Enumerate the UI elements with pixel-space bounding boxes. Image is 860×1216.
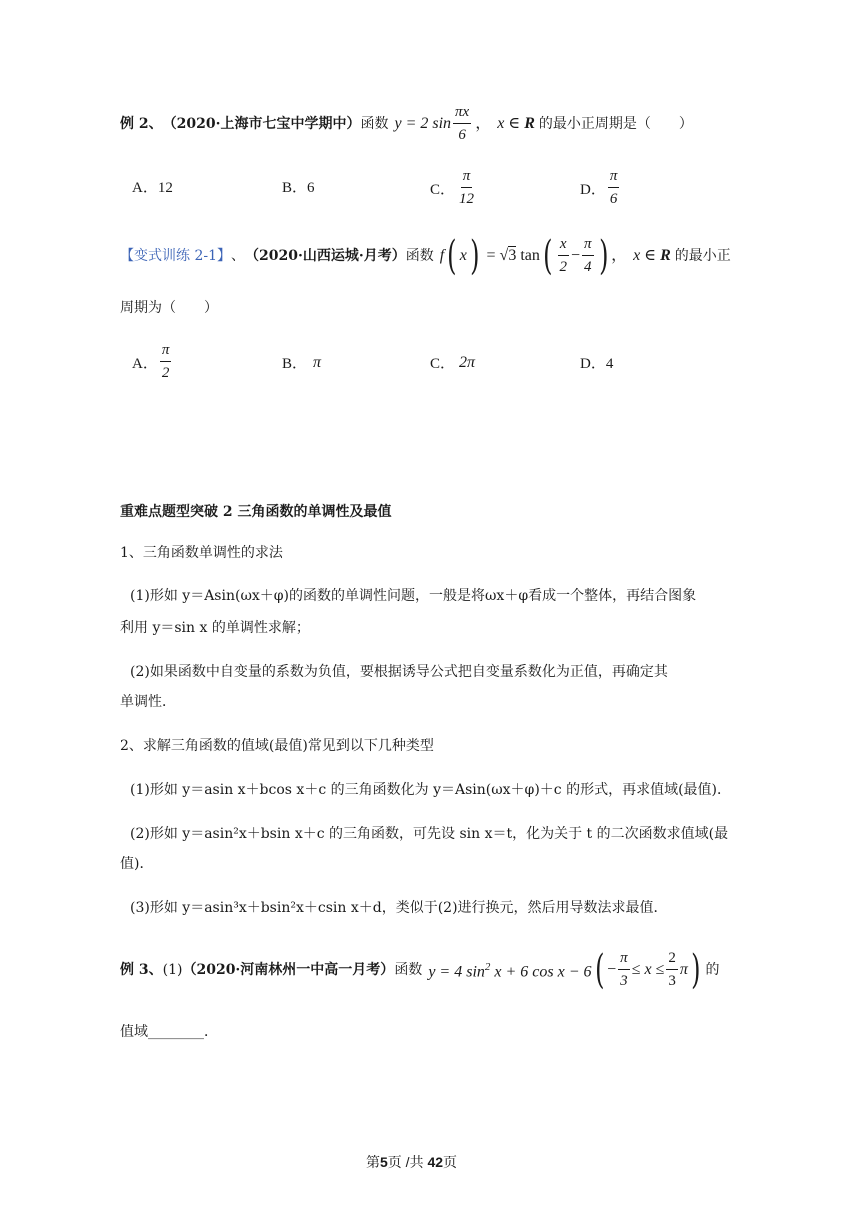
variant-2-1-question: 的最小正 (674, 248, 731, 264)
example-2-option-c: C． $\frac{\pi}{12}$ (430, 168, 475, 207)
formula-x-in-r-2: x ∈ R (633, 247, 671, 264)
type-3: (3)形如 y＝asin³x＋bsin²x＋csin x＋d，类似于(2)进行换元，然后用导数法求最值． (130, 900, 668, 916)
example-3-label: 例 3、 (120, 962, 163, 978)
separator: 、 (231, 248, 245, 264)
sqrt-3: √3 (499, 247, 517, 264)
comma: ， (475, 115, 492, 132)
formula-f-x: f (439, 247, 445, 264)
formula-fraction-pix-over-6: $\frac{\pi x}{6}$ (455, 104, 470, 143)
example-3-de: 的 (705, 962, 720, 978)
formula-y-4sin2: y = 4 $\sin^2 x + 6$ cos x − 6 (428, 961, 592, 981)
fraction-pi-over-3: $\frac{\pi}{3}$ (620, 950, 628, 989)
variant-2-1-question-cont: 周期为（ ） (120, 300, 218, 316)
section-heading-2: 2、求解三角函数的值域(最值)常见到以下几种类型 (120, 738, 434, 754)
example-2-label: 例 2、 (120, 116, 163, 132)
type-1: (1)形如 y＝asin x＋bcos x＋c 的三角函数化为 y＝Asin(ωx＋φ)＋c 的形式，再求值域(最值)． (130, 782, 732, 798)
paragraph-2-line-1: (2)如果函数中自变量的系数为负值，要根据诱导公式把自变量系数化为正值，再确定其 (130, 664, 668, 680)
type-2-line-1: (2)形如 y＝asin²x＋bsin x＋c 的三角函数，可先设 sin x＝t，化为关于 t 的二次函数求值域(最 (130, 826, 729, 842)
fraction-pi-over-12: $\frac{\pi}{12}$ (459, 168, 475, 207)
paragraph-1-line-1: (1)形如 y＝Asin(ωx＋φ)的函数的单调性问题，一般是将ωx＋φ看成一个整体，再结合图象 (130, 588, 697, 604)
example-2-question: 的最小正周期是（ ） (538, 116, 693, 132)
variant-2-1-text: 函数 (405, 248, 434, 264)
example-2-stem (120, 104, 693, 144)
example-2-option-b: B．6 (282, 180, 315, 196)
current-page-number: 5 (380, 1154, 388, 1170)
formula-x-in-r: x ∈ R (497, 115, 535, 132)
fraction-pi-over-2: $\frac{\pi}{2}$ (161, 342, 170, 381)
section-heading-1: 1、三角函数单调性的求法 (120, 545, 283, 561)
variant-2-1-stem: 【变式训练 2-1】 、 （2020·山西运城·月考） 函数 f ( x ) = √3 tan ( $\frac{x}{2}$ − $\frac{\pi}{4}$ ) ， x ∈ R 的最小正 (120, 233, 731, 279)
example-2-source: （2020·上海市七宝中学期中） (162, 116, 361, 132)
variant-2-1-source: （2020·山西运城·月考） (245, 248, 406, 264)
section-title: 重难点题型突破 2 三角函数的单调性及最值 (120, 504, 392, 520)
variant-2-1-option-d: D．4 (580, 356, 614, 372)
fraction-pi-over-4: $\frac{\pi}{4}$ (584, 236, 592, 275)
fraction-pi-over-6: $\frac{\pi}{6}$ (609, 168, 618, 207)
variant-2-1-label: 【变式训练 2-1】 (120, 248, 231, 264)
example-3-range-blank: 值域________． (120, 1024, 218, 1040)
example-2-text: 函数 (360, 116, 389, 132)
fraction-x-over-2: $\frac{x}{2}$ (559, 236, 567, 275)
type-2-line-2: 值)． (120, 856, 154, 872)
variant-2-1-option-c: C． 2π (430, 353, 476, 372)
page-footer: 第5页 /共 42页 (366, 1154, 458, 1170)
example-2-option-a: A．12 (132, 180, 173, 196)
fraction-2-over-3: $\frac{2}{3}$ (668, 950, 676, 989)
paragraph-2-line-2: 单调性． (120, 694, 176, 710)
variant-2-1-option-b: B． π (282, 353, 322, 372)
example-3-sub: (1) (162, 962, 183, 978)
paragraph-1-line-2: 利用 y＝sin x 的单调性求解； (120, 620, 310, 636)
example-2-option-d: D． $\frac{\pi}{6}$ (580, 168, 618, 207)
example-3-text: 函数 (394, 962, 423, 978)
example-3-stem: 例 3、 (1) （2020·河南林州一中高一月考） 函数 y = 4 $\sin^2 x + 6$ cos x − 6 ( − $\frac{\pi}{3}$ ≤ x ≤ $\frac{2}{3}$ π ) 的 (120, 947, 720, 993)
total-page-number: 42 (427, 1154, 444, 1170)
example-3-source: （2020·河南林州一中高一月考） (182, 962, 395, 978)
formula-y-2sin: y = 2 sin (394, 115, 452, 132)
variant-2-1-option-a: A． $\frac{\pi}{2}$ (132, 342, 170, 381)
